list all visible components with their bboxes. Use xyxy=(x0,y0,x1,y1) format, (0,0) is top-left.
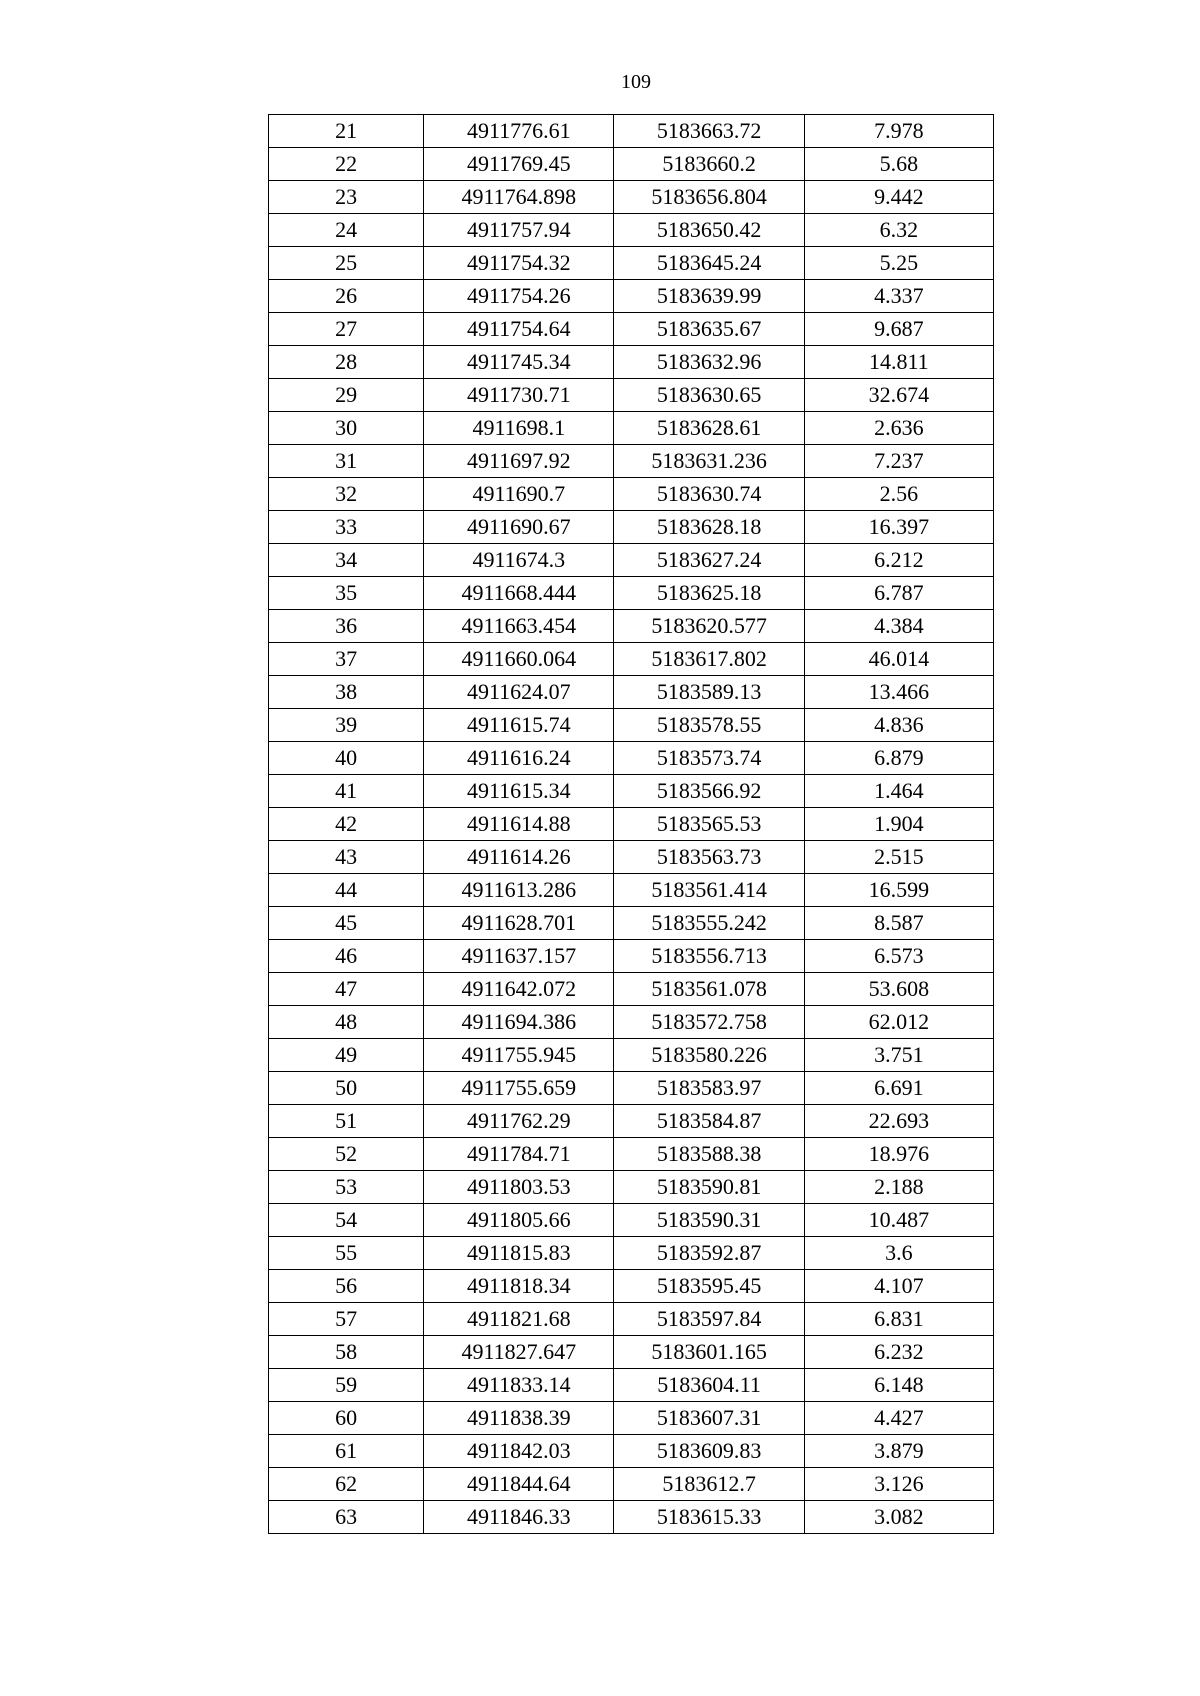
y-coordinate-cell: 5183561.078 xyxy=(614,973,804,1006)
table-row xyxy=(269,610,994,643)
table-row xyxy=(269,1006,994,1039)
point-number-cell: 49 xyxy=(269,1039,424,1072)
distance-cell: 2.636 xyxy=(804,412,993,445)
point-number-cell: 48 xyxy=(269,1006,424,1039)
x-coordinate-cell: 4911690.7 xyxy=(424,478,614,511)
coordinate-table xyxy=(268,114,994,1534)
distance-cell: 9.687 xyxy=(804,313,993,346)
distance-cell: 3.751 xyxy=(804,1039,993,1072)
y-coordinate-cell: 5183628.18 xyxy=(614,511,804,544)
y-coordinate-cell: 5183573.74 xyxy=(614,742,804,775)
distance-cell: 4.384 xyxy=(804,610,993,643)
y-coordinate-cell: 5183635.67 xyxy=(614,313,804,346)
point-number-cell: 44 xyxy=(269,874,424,907)
y-coordinate-cell: 5183625.18 xyxy=(614,577,804,610)
distance-cell: 2.188 xyxy=(804,1171,993,1204)
x-coordinate-cell: 4911614.88 xyxy=(424,808,614,841)
y-coordinate-cell: 5183578.55 xyxy=(614,709,804,742)
y-coordinate-cell: 5183580.226 xyxy=(614,1039,804,1072)
point-number-cell: 51 xyxy=(269,1105,424,1138)
y-coordinate-cell: 5183561.414 xyxy=(614,874,804,907)
x-coordinate-cell: 4911613.286 xyxy=(424,874,614,907)
distance-cell: 6.148 xyxy=(804,1369,993,1402)
table-row xyxy=(269,1270,994,1303)
x-coordinate-cell: 4911690.67 xyxy=(424,511,614,544)
y-coordinate-cell: 5183590.31 xyxy=(614,1204,804,1237)
x-coordinate-cell: 4911637.157 xyxy=(424,940,614,973)
point-number-cell: 40 xyxy=(269,742,424,775)
distance-cell: 4.427 xyxy=(804,1402,993,1435)
distance-cell: 7.978 xyxy=(804,115,993,148)
point-number-cell: 63 xyxy=(269,1501,424,1534)
distance-cell: 6.691 xyxy=(804,1072,993,1105)
point-number-cell: 22 xyxy=(269,148,424,181)
x-coordinate-cell: 4911614.26 xyxy=(424,841,614,874)
table-row xyxy=(269,1369,994,1402)
table-row xyxy=(269,346,994,379)
x-coordinate-cell: 4911764.898 xyxy=(424,181,614,214)
x-coordinate-cell: 4911821.68 xyxy=(424,1303,614,1336)
distance-cell: 9.442 xyxy=(804,181,993,214)
distance-cell: 6.787 xyxy=(804,577,993,610)
distance-cell: 53.608 xyxy=(804,973,993,1006)
point-number-cell: 60 xyxy=(269,1402,424,1435)
y-coordinate-cell: 5183617.802 xyxy=(614,643,804,676)
distance-cell: 3.082 xyxy=(804,1501,993,1534)
point-number-cell: 39 xyxy=(269,709,424,742)
y-coordinate-cell: 5183604.11 xyxy=(614,1369,804,1402)
point-number-cell: 32 xyxy=(269,478,424,511)
distance-cell: 6.879 xyxy=(804,742,993,775)
y-coordinate-cell: 5183650.42 xyxy=(614,214,804,247)
point-number-cell: 61 xyxy=(269,1435,424,1468)
point-number-cell: 43 xyxy=(269,841,424,874)
x-coordinate-cell: 4911674.3 xyxy=(424,544,614,577)
table-row xyxy=(269,1171,994,1204)
point-number-cell: 35 xyxy=(269,577,424,610)
point-number-cell: 38 xyxy=(269,676,424,709)
x-coordinate-cell: 4911769.45 xyxy=(424,148,614,181)
point-number-cell: 41 xyxy=(269,775,424,808)
x-coordinate-cell: 4911815.83 xyxy=(424,1237,614,1270)
table-row xyxy=(269,478,994,511)
x-coordinate-cell: 4911805.66 xyxy=(424,1204,614,1237)
x-coordinate-cell: 4911642.072 xyxy=(424,973,614,1006)
x-coordinate-cell: 4911844.64 xyxy=(424,1468,614,1501)
y-coordinate-cell: 5183597.84 xyxy=(614,1303,804,1336)
x-coordinate-cell: 4911846.33 xyxy=(424,1501,614,1534)
table-row xyxy=(269,1204,994,1237)
y-coordinate-cell: 5183572.758 xyxy=(614,1006,804,1039)
table-row xyxy=(269,1468,994,1501)
y-coordinate-cell: 5183592.87 xyxy=(614,1237,804,1270)
point-number-cell: 59 xyxy=(269,1369,424,1402)
point-number-cell: 57 xyxy=(269,1303,424,1336)
distance-cell: 4.107 xyxy=(804,1270,993,1303)
table-row xyxy=(269,1402,994,1435)
x-coordinate-cell: 4911842.03 xyxy=(424,1435,614,1468)
table-row xyxy=(269,1237,994,1270)
x-coordinate-cell: 4911833.14 xyxy=(424,1369,614,1402)
distance-cell: 32.674 xyxy=(804,379,993,412)
table-row xyxy=(269,181,994,214)
distance-cell: 3.879 xyxy=(804,1435,993,1468)
distance-cell: 4.836 xyxy=(804,709,993,742)
point-number-cell: 21 xyxy=(269,115,424,148)
x-coordinate-cell: 4911803.53 xyxy=(424,1171,614,1204)
point-number-cell: 28 xyxy=(269,346,424,379)
y-coordinate-cell: 5183632.96 xyxy=(614,346,804,379)
table-row xyxy=(269,907,994,940)
y-coordinate-cell: 5183583.97 xyxy=(614,1072,804,1105)
table-row xyxy=(269,676,994,709)
y-coordinate-cell: 5183588.38 xyxy=(614,1138,804,1171)
y-coordinate-cell: 5183631.236 xyxy=(614,445,804,478)
table-row xyxy=(269,511,994,544)
x-coordinate-cell: 4911757.94 xyxy=(424,214,614,247)
point-number-cell: 52 xyxy=(269,1138,424,1171)
x-coordinate-cell: 4911615.34 xyxy=(424,775,614,808)
point-number-cell: 62 xyxy=(269,1468,424,1501)
table-row xyxy=(269,412,994,445)
x-coordinate-cell: 4911754.32 xyxy=(424,247,614,280)
point-number-cell: 29 xyxy=(269,379,424,412)
y-coordinate-cell: 5183563.73 xyxy=(614,841,804,874)
point-number-cell: 47 xyxy=(269,973,424,1006)
x-coordinate-cell: 4911838.39 xyxy=(424,1402,614,1435)
distance-cell: 8.587 xyxy=(804,907,993,940)
distance-cell: 10.487 xyxy=(804,1204,993,1237)
y-coordinate-cell: 5183584.87 xyxy=(614,1105,804,1138)
y-coordinate-cell: 5183595.45 xyxy=(614,1270,804,1303)
table-row xyxy=(269,709,994,742)
table-row xyxy=(269,313,994,346)
table-row xyxy=(269,1105,994,1138)
point-number-cell: 37 xyxy=(269,643,424,676)
y-coordinate-cell: 5183663.72 xyxy=(614,115,804,148)
distance-cell: 14.811 xyxy=(804,346,993,379)
x-coordinate-cell: 4911663.454 xyxy=(424,610,614,643)
distance-cell: 7.237 xyxy=(804,445,993,478)
y-coordinate-cell: 5183612.7 xyxy=(614,1468,804,1501)
y-coordinate-cell: 5183589.13 xyxy=(614,676,804,709)
x-coordinate-cell: 4911698.1 xyxy=(424,412,614,445)
y-coordinate-cell: 5183630.65 xyxy=(614,379,804,412)
x-coordinate-cell: 4911697.92 xyxy=(424,445,614,478)
x-coordinate-cell: 4911784.71 xyxy=(424,1138,614,1171)
x-coordinate-cell: 4911668.444 xyxy=(424,577,614,610)
x-coordinate-cell: 4911755.945 xyxy=(424,1039,614,1072)
point-number-cell: 36 xyxy=(269,610,424,643)
table-row xyxy=(269,808,994,841)
point-number-cell: 31 xyxy=(269,445,424,478)
distance-cell: 16.599 xyxy=(804,874,993,907)
distance-cell: 62.012 xyxy=(804,1006,993,1039)
y-coordinate-cell: 5183607.31 xyxy=(614,1402,804,1435)
point-number-cell: 58 xyxy=(269,1336,424,1369)
point-number-cell: 25 xyxy=(269,247,424,280)
y-coordinate-cell: 5183628.61 xyxy=(614,412,804,445)
y-coordinate-cell: 5183620.577 xyxy=(614,610,804,643)
distance-cell: 6.232 xyxy=(804,1336,993,1369)
x-coordinate-cell: 4911762.29 xyxy=(424,1105,614,1138)
table-row xyxy=(269,940,994,973)
table-row xyxy=(269,775,994,808)
y-coordinate-cell: 5183615.33 xyxy=(614,1501,804,1534)
x-coordinate-cell: 4911615.74 xyxy=(424,709,614,742)
x-coordinate-cell: 4911624.07 xyxy=(424,676,614,709)
table-row xyxy=(269,841,994,874)
x-coordinate-cell: 4911754.64 xyxy=(424,313,614,346)
y-coordinate-cell: 5183590.81 xyxy=(614,1171,804,1204)
distance-cell: 6.831 xyxy=(804,1303,993,1336)
x-coordinate-cell: 4911827.647 xyxy=(424,1336,614,1369)
y-coordinate-cell: 5183656.804 xyxy=(614,181,804,214)
point-number-cell: 24 xyxy=(269,214,424,247)
point-number-cell: 27 xyxy=(269,313,424,346)
table-row xyxy=(269,1303,994,1336)
y-coordinate-cell: 5183627.24 xyxy=(614,544,804,577)
x-coordinate-cell: 4911776.61 xyxy=(424,115,614,148)
table-row xyxy=(269,1435,994,1468)
point-number-cell: 33 xyxy=(269,511,424,544)
distance-cell: 18.976 xyxy=(804,1138,993,1171)
coordinate-table-body xyxy=(269,115,994,1534)
x-coordinate-cell: 4911745.34 xyxy=(424,346,614,379)
y-coordinate-cell: 5183565.53 xyxy=(614,808,804,841)
x-coordinate-cell: 4911754.26 xyxy=(424,280,614,313)
y-coordinate-cell: 5183645.24 xyxy=(614,247,804,280)
distance-cell: 5.68 xyxy=(804,148,993,181)
page-number: 109 xyxy=(621,71,651,93)
point-number-cell: 26 xyxy=(269,280,424,313)
x-coordinate-cell: 4911730.71 xyxy=(424,379,614,412)
distance-cell: 3.126 xyxy=(804,1468,993,1501)
table-row xyxy=(269,874,994,907)
x-coordinate-cell: 4911755.659 xyxy=(424,1072,614,1105)
point-number-cell: 45 xyxy=(269,907,424,940)
point-number-cell: 23 xyxy=(269,181,424,214)
table-row xyxy=(269,544,994,577)
y-coordinate-cell: 5183639.99 xyxy=(614,280,804,313)
point-number-cell: 54 xyxy=(269,1204,424,1237)
y-coordinate-cell: 5183556.713 xyxy=(614,940,804,973)
table-row xyxy=(269,1039,994,1072)
distance-cell: 16.397 xyxy=(804,511,993,544)
table-row xyxy=(269,148,994,181)
table-row xyxy=(269,577,994,610)
point-number-cell: 46 xyxy=(269,940,424,973)
table-row xyxy=(269,1072,994,1105)
x-coordinate-cell: 4911660.064 xyxy=(424,643,614,676)
table-row xyxy=(269,445,994,478)
table-row xyxy=(269,1501,994,1534)
point-number-cell: 53 xyxy=(269,1171,424,1204)
table-row xyxy=(269,214,994,247)
table-row xyxy=(269,1138,994,1171)
distance-cell: 2.56 xyxy=(804,478,993,511)
y-coordinate-cell: 5183660.2 xyxy=(614,148,804,181)
point-number-cell: 50 xyxy=(269,1072,424,1105)
x-coordinate-cell: 4911818.34 xyxy=(424,1270,614,1303)
table-row xyxy=(269,643,994,676)
point-number-cell: 55 xyxy=(269,1237,424,1270)
distance-cell: 1.464 xyxy=(804,775,993,808)
y-coordinate-cell: 5183601.165 xyxy=(614,1336,804,1369)
table-row xyxy=(269,379,994,412)
table-row xyxy=(269,247,994,280)
distance-cell: 5.25 xyxy=(804,247,993,280)
distance-cell: 3.6 xyxy=(804,1237,993,1270)
x-coordinate-cell: 4911694.386 xyxy=(424,1006,614,1039)
point-number-cell: 56 xyxy=(269,1270,424,1303)
y-coordinate-cell: 5183555.242 xyxy=(614,907,804,940)
distance-cell: 22.693 xyxy=(804,1105,993,1138)
table-row xyxy=(269,973,994,1006)
distance-cell: 6.32 xyxy=(804,214,993,247)
distance-cell: 4.337 xyxy=(804,280,993,313)
point-number-cell: 30 xyxy=(269,412,424,445)
x-coordinate-cell: 4911616.24 xyxy=(424,742,614,775)
distance-cell: 2.515 xyxy=(804,841,993,874)
y-coordinate-cell: 5183609.83 xyxy=(614,1435,804,1468)
point-number-cell: 34 xyxy=(269,544,424,577)
distance-cell: 6.573 xyxy=(804,940,993,973)
distance-cell: 46.014 xyxy=(804,643,993,676)
distance-cell: 6.212 xyxy=(804,544,993,577)
y-coordinate-cell: 5183566.92 xyxy=(614,775,804,808)
table-row xyxy=(269,280,994,313)
point-number-cell: 42 xyxy=(269,808,424,841)
table-row xyxy=(269,742,994,775)
table-row xyxy=(269,115,994,148)
x-coordinate-cell: 4911628.701 xyxy=(424,907,614,940)
distance-cell: 1.904 xyxy=(804,808,993,841)
y-coordinate-cell: 5183630.74 xyxy=(614,478,804,511)
table-row xyxy=(269,1336,994,1369)
distance-cell: 13.466 xyxy=(804,676,993,709)
